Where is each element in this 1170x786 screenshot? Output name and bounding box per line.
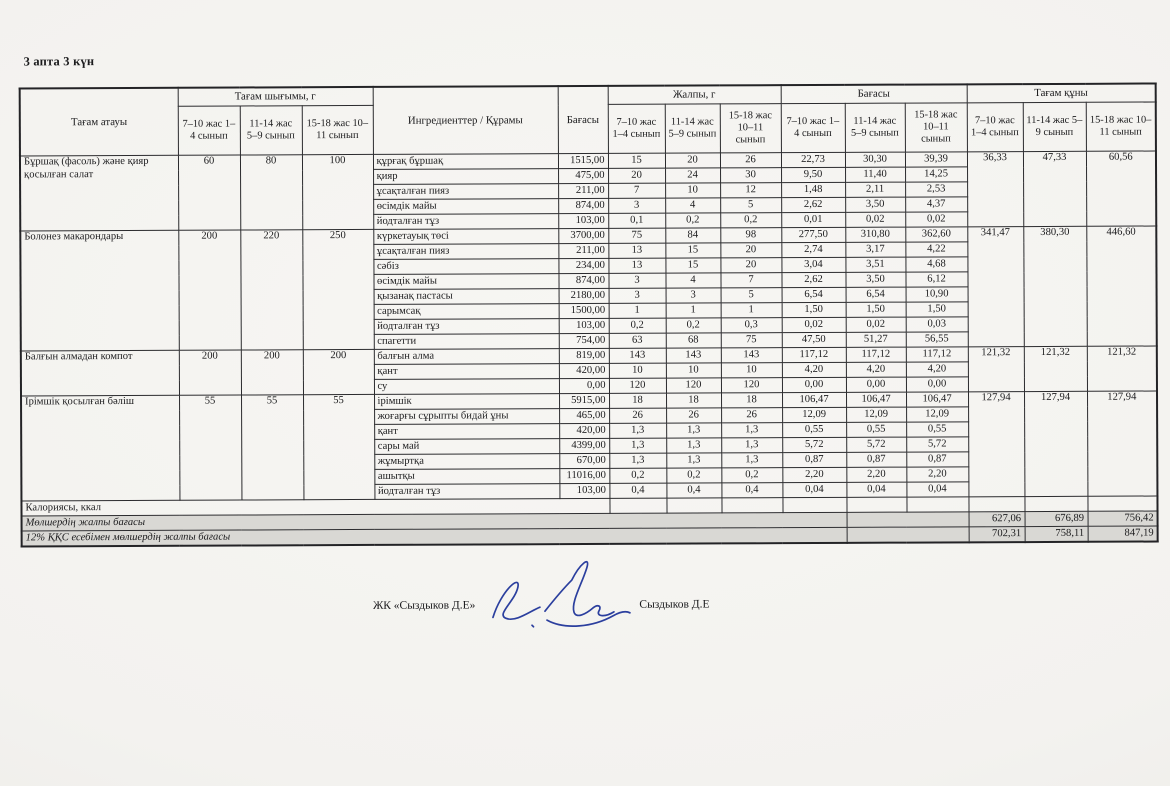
ingredient-total-cell: 143 bbox=[721, 348, 782, 363]
ingredient-price-cell: 4399,00 bbox=[559, 438, 609, 453]
ingredient-total-cell: 20 bbox=[665, 153, 720, 168]
ingredient-sum-cell: 106,47 bbox=[846, 392, 906, 407]
signature-block bbox=[373, 559, 710, 650]
dish-output-cell: 200 bbox=[179, 350, 241, 395]
ingredient-price-cell: 103,00 bbox=[559, 318, 609, 333]
page-title: 3 апта 3 күн bbox=[23, 54, 95, 69]
ingredient-price-cell: 5915,00 bbox=[559, 393, 609, 408]
ingredient-price-cell: 2180,00 bbox=[559, 288, 609, 303]
ingredient-total-cell: 3 bbox=[608, 273, 665, 288]
col-header-age-cost-2: 11-14 жас 5–9 сынып bbox=[1023, 102, 1086, 151]
ingredient-name-cell: өсімдік майы bbox=[373, 199, 558, 215]
ingredient-total-cell: 13 bbox=[608, 243, 665, 258]
ingredient-total-cell: 0,2 bbox=[720, 213, 781, 228]
dish-output-cell: 200 bbox=[241, 350, 303, 395]
ingredient-total-cell: 1 bbox=[666, 303, 721, 318]
col-header-age-output-3: 15-18 жас 10–11 сынып bbox=[302, 105, 373, 154]
ingredient-total-cell: 0,2 bbox=[665, 213, 720, 228]
ingredient-total-cell: 20 bbox=[720, 243, 781, 258]
calories-label: Калориясы, ккал bbox=[21, 498, 609, 516]
ingredient-sum-cell: 14,25 bbox=[905, 167, 967, 182]
ingredient-sum-cell: 117,12 bbox=[782, 347, 846, 362]
ingredient-total-cell: 18 bbox=[721, 393, 782, 408]
ingredient-sum-cell: 2,20 bbox=[906, 467, 968, 482]
ingredient-price-cell: 754,00 bbox=[559, 333, 609, 348]
grand-total-value-3: 756,42 bbox=[1088, 511, 1158, 526]
ingredient-total-cell: 1 bbox=[609, 303, 666, 318]
ingredient-price-cell: 3700,00 bbox=[558, 228, 608, 243]
ingredient-sum-cell: 106,47 bbox=[782, 392, 846, 407]
signature-company: ЖК «Сыздыков Д.Е» bbox=[372, 599, 476, 612]
ingredient-price-cell: 211,00 bbox=[558, 183, 608, 198]
ingredient-price-cell: 11016,00 bbox=[559, 468, 609, 483]
ingredient-sum-cell: 4,20 bbox=[782, 362, 846, 377]
ingredient-price-cell: 103,00 bbox=[559, 483, 609, 498]
ingredient-sum-cell: 0,87 bbox=[782, 452, 846, 467]
col-header-age-price-1: 7–10 жас 1–4 сынып bbox=[781, 103, 845, 152]
ingredient-sum-cell: 0,55 bbox=[906, 422, 968, 437]
ingredient-sum-cell: 117,12 bbox=[906, 347, 968, 362]
ingredient-sum-cell: 0,02 bbox=[905, 212, 967, 227]
ingredient-price-cell: 874,00 bbox=[558, 273, 608, 288]
dish-rows-body bbox=[20, 151, 1158, 501]
empty-cell bbox=[782, 497, 846, 512]
ingredient-name-cell: сары май bbox=[374, 439, 559, 455]
ingredient-total-cell: 15 bbox=[665, 243, 720, 258]
ingredient-sum-cell: 11,40 bbox=[845, 167, 905, 182]
dish-cost-cell: 127,94 bbox=[1087, 391, 1157, 496]
ingredient-total-cell: 1 bbox=[721, 303, 782, 318]
ingredient-sum-cell: 30,30 bbox=[845, 152, 905, 167]
ingredient-sum-cell: 3,50 bbox=[845, 197, 905, 212]
dish-name-cell: Болонез макарондары bbox=[20, 230, 179, 351]
ingredient-total-cell: 0,4 bbox=[609, 483, 666, 498]
ingredient-total-cell: 3 bbox=[608, 198, 665, 213]
col-header-age-total-1: 7–10 жас 1–4 сынып bbox=[608, 104, 665, 153]
ingredient-sum-cell: 47,50 bbox=[782, 332, 846, 347]
dish-output-cell: 80 bbox=[240, 155, 302, 230]
ingredient-name-cell: спагетти bbox=[374, 334, 559, 350]
ingredient-sum-cell: 2,53 bbox=[905, 182, 967, 197]
ingredient-sum-cell: 51,27 bbox=[846, 332, 906, 347]
ingredient-sum-cell: 2,20 bbox=[846, 467, 906, 482]
ingredient-total-cell: 1,3 bbox=[721, 453, 782, 468]
ingredient-name-cell: ірімшік bbox=[374, 394, 559, 410]
ingredient-total-cell: 0,1 bbox=[608, 213, 665, 228]
ingredient-total-cell: 0,2 bbox=[609, 318, 666, 333]
dish-cost-cell: 127,94 bbox=[968, 392, 1024, 497]
ingredient-name-cell: қант bbox=[374, 364, 559, 380]
ingredient-sum-cell: 362,60 bbox=[905, 227, 967, 242]
ingredient-total-cell: 5 bbox=[720, 198, 781, 213]
ingredient-total-cell: 10 bbox=[609, 363, 666, 378]
ingredient-sum-cell: 106,47 bbox=[906, 392, 968, 407]
ingredient-sum-cell: 12,09 bbox=[846, 407, 906, 422]
col-header-total-group: Жалпы, г bbox=[608, 85, 781, 104]
ingredient-total-cell: 1,3 bbox=[721, 438, 782, 453]
ingredient-total-cell: 1,3 bbox=[666, 423, 721, 438]
ingredient-sum-cell: 12,09 bbox=[782, 407, 846, 422]
col-header-age-price-2: 11-14 жас 5–9 сынып bbox=[845, 103, 905, 152]
ingredient-sum-cell: 5,72 bbox=[906, 437, 968, 452]
ingredient-total-cell: 5 bbox=[721, 288, 782, 303]
ingredient-total-cell: 26 bbox=[609, 408, 666, 423]
empty-cell bbox=[721, 498, 782, 513]
dish-output-cell: 60 bbox=[178, 155, 240, 230]
empty-cell bbox=[969, 497, 1025, 512]
ingredient-total-cell: 20 bbox=[720, 258, 781, 273]
ingredient-total-cell: 1,3 bbox=[609, 423, 666, 438]
ingredient-sum-cell: 0,02 bbox=[845, 212, 905, 227]
ingredient-total-cell: 4 bbox=[665, 198, 720, 213]
ingredient-total-cell: 120 bbox=[721, 378, 782, 393]
ingredient-name-cell: сәбіз bbox=[373, 259, 558, 275]
ingredient-total-cell: 1,3 bbox=[666, 453, 721, 468]
dish-cost-cell: 60,56 bbox=[1086, 151, 1156, 226]
ingredient-sum-cell: 1,50 bbox=[782, 302, 846, 317]
ingredient-sum-cell: 9,50 bbox=[781, 167, 845, 182]
ingredient-price-cell: 211,00 bbox=[558, 243, 608, 258]
ingredient-name-cell: жұмыртқа bbox=[374, 454, 559, 470]
ingredient-total-cell: 1,3 bbox=[609, 438, 666, 453]
grand-total-label: Мөлшердің жалпы бағасы bbox=[22, 512, 847, 531]
empty-cell bbox=[846, 497, 906, 512]
grand-total-value-1: 627,06 bbox=[969, 512, 1025, 527]
col-header-output-group: Тағам шығымы, г bbox=[178, 87, 373, 106]
ingredient-sum-cell: 3,17 bbox=[845, 242, 905, 257]
dish-output-cell: 220 bbox=[240, 230, 303, 350]
ingredient-name-cell: ұсақталған пияз bbox=[373, 184, 558, 200]
ingredient-sum-cell: 2,11 bbox=[845, 182, 905, 197]
ingredient-name-cell: ұсақталған пияз bbox=[373, 244, 558, 260]
ingredient-total-cell: 143 bbox=[666, 348, 721, 363]
empty-cell bbox=[1025, 496, 1088, 511]
dish-name-cell: Балғын алмадан компот bbox=[21, 350, 179, 396]
ingredient-total-cell: 26 bbox=[721, 408, 782, 423]
ingredient-sum-cell: 117,12 bbox=[846, 347, 906, 362]
ingredient-sum-cell: 2,62 bbox=[781, 272, 845, 287]
empty-cell bbox=[906, 497, 968, 512]
dish-output-cell: 100 bbox=[302, 154, 373, 229]
ingredient-sum-cell: 0,00 bbox=[846, 377, 906, 392]
ingredient-sum-cell: 0,55 bbox=[782, 422, 846, 437]
dish-output-cell: 55 bbox=[241, 395, 303, 500]
ingredient-total-cell: 20 bbox=[608, 168, 665, 183]
ingredient-sum-cell: 310,80 bbox=[845, 227, 905, 242]
ingredient-name-cell: өсімдік майы bbox=[373, 274, 558, 290]
empty-cell bbox=[666, 498, 721, 513]
ingredient-total-cell: 10 bbox=[721, 363, 782, 378]
ingredient-sum-cell: 3,04 bbox=[781, 257, 845, 272]
ingredient-sum-cell: 0,02 bbox=[782, 317, 846, 332]
ingredient-sum-cell: 4,20 bbox=[906, 362, 968, 377]
ingredient-sum-cell: 0,00 bbox=[906, 377, 968, 392]
ingredient-total-cell: 1,3 bbox=[721, 423, 782, 438]
menu-table bbox=[19, 83, 1159, 548]
ingredient-price-cell: 420,00 bbox=[559, 363, 609, 378]
ingredient-total-cell: 120 bbox=[666, 378, 721, 393]
ingredient-sum-cell: 56,55 bbox=[906, 332, 968, 347]
ingredient-total-cell: 68 bbox=[666, 333, 721, 348]
ingredient-name-cell: қияр bbox=[373, 169, 558, 185]
vat-total-value-3: 847,19 bbox=[1088, 526, 1158, 542]
ingredient-sum-cell: 4,68 bbox=[905, 257, 967, 272]
ingredient-name-cell: қант bbox=[374, 424, 559, 440]
ingredient-sum-cell: 4,37 bbox=[905, 197, 967, 212]
ingredient-name-cell: йодталған тұз bbox=[374, 319, 559, 335]
dish-cost-cell: 127,94 bbox=[1024, 391, 1087, 496]
dish-cost-cell: 121,32 bbox=[1024, 346, 1087, 391]
ingredient-sum-cell: 22,73 bbox=[781, 152, 845, 167]
ingredient-total-cell: 18 bbox=[609, 393, 666, 408]
ingredient-sum-cell: 0,02 bbox=[846, 317, 906, 332]
ingredient-total-cell: 143 bbox=[609, 348, 666, 363]
dish-cost-cell: 121,32 bbox=[1087, 346, 1157, 391]
ingredient-sum-cell: 277,50 bbox=[781, 227, 845, 242]
dish-cost-cell: 36,33 bbox=[967, 152, 1023, 227]
ingredient-price-cell: 0,00 bbox=[559, 378, 609, 393]
ingredient-total-cell: 24 bbox=[665, 168, 720, 183]
ingredient-sum-cell: 0,87 bbox=[846, 452, 906, 467]
ingredient-total-cell: 4 bbox=[665, 273, 720, 288]
ingredient-total-cell: 63 bbox=[609, 333, 666, 348]
ingredient-sum-cell: 2,20 bbox=[782, 467, 846, 482]
dish-cost-cell: 380,30 bbox=[1023, 226, 1087, 346]
ingredient-total-cell: 0,2 bbox=[721, 468, 782, 483]
ingredient-sum-cell: 10,90 bbox=[906, 287, 968, 302]
ingredient-price-cell: 475,00 bbox=[558, 168, 608, 183]
ingredient-price-cell: 874,00 bbox=[558, 198, 608, 213]
ingredient-sum-cell: 6,54 bbox=[782, 287, 846, 302]
ingredient-total-cell: 75 bbox=[721, 333, 782, 348]
ingredient-total-cell: 1,3 bbox=[609, 453, 666, 468]
ingredient-total-cell: 15 bbox=[608, 153, 665, 168]
ingredient-name-cell: су bbox=[374, 379, 559, 395]
ingredient-sum-cell: 2,74 bbox=[781, 242, 845, 257]
ingredient-total-cell: 10 bbox=[665, 183, 720, 198]
ingredient-total-cell: 1,3 bbox=[666, 438, 721, 453]
ingredient-total-cell: 12 bbox=[720, 183, 781, 198]
ingredient-total-cell: 0,2 bbox=[666, 318, 721, 333]
col-header-cost-group: Тағам құны bbox=[967, 84, 1156, 103]
grand-total-value-2: 676,89 bbox=[1025, 511, 1088, 526]
vat-total-label: 12% ҚҚС есебімен мөлшердің жалпы бағасы bbox=[22, 527, 847, 546]
ingredient-name-cell: балғын алма bbox=[374, 349, 559, 365]
ingredient-sum-cell: 1,48 bbox=[781, 182, 845, 197]
signature-name: Сыздыков Д.Е bbox=[639, 598, 710, 611]
col-header-dish-name: Тағам атауы bbox=[20, 88, 178, 156]
ingredient-sum-cell: 0,04 bbox=[782, 482, 846, 497]
ingredient-name-cell: қызанақ пастасы bbox=[374, 289, 559, 305]
ingredient-sum-cell: 0,03 bbox=[906, 317, 968, 332]
ingredient-price-cell: 670,00 bbox=[559, 453, 609, 468]
ingredient-sum-cell: 5,72 bbox=[846, 437, 906, 452]
col-header-age-cost-3: 15-18 жас 10–11 сынып bbox=[1086, 102, 1156, 151]
dish-output-cell: 200 bbox=[178, 230, 241, 350]
ingredient-total-cell: 84 bbox=[665, 228, 720, 243]
dish-name-cell: Ірімшік қосылған бәліш bbox=[21, 395, 179, 501]
empty-cell bbox=[847, 512, 969, 528]
ingredient-price-cell: 1500,00 bbox=[559, 303, 609, 318]
ingredient-total-cell: 18 bbox=[666, 393, 721, 408]
ingredient-price-cell: 819,00 bbox=[559, 348, 609, 363]
ingredient-sum-cell: 1,50 bbox=[846, 302, 906, 317]
ingredient-total-cell: 75 bbox=[608, 228, 665, 243]
ingredient-sum-cell: 6,12 bbox=[905, 272, 967, 287]
ingredient-price-cell: 103,00 bbox=[558, 213, 608, 228]
dish-cost-cell: 121,32 bbox=[968, 347, 1024, 392]
ingredient-name-cell: құрғақ бұршақ bbox=[373, 154, 558, 170]
dish-output-cell: 55 bbox=[303, 394, 374, 499]
col-header-ingredients: Ингредиенттер / Құрамы bbox=[373, 86, 558, 154]
empty-cell bbox=[1088, 496, 1158, 511]
col-header-age-output-2: 11-14 жас 5–9 сынып bbox=[240, 106, 302, 155]
ingredient-sum-cell: 0,00 bbox=[782, 377, 846, 392]
ingredient-total-cell: 0,4 bbox=[721, 483, 782, 498]
col-header-age-output-1: 7–10 жас 1–4 сынып bbox=[178, 106, 240, 155]
ingredient-sum-cell: 3,50 bbox=[845, 272, 905, 287]
ingredient-name-cell: сарымсақ bbox=[374, 304, 559, 320]
ingredient-sum-cell: 2,62 bbox=[781, 197, 845, 212]
ingredient-sum-cell: 0,55 bbox=[846, 422, 906, 437]
ingredient-price-cell: 234,00 bbox=[558, 258, 608, 273]
dish-output-cell: 200 bbox=[303, 349, 374, 394]
empty-cell bbox=[609, 498, 666, 513]
ingredient-total-cell: 0,2 bbox=[666, 468, 721, 483]
ingredient-total-cell: 10 bbox=[666, 363, 721, 378]
col-header-age-cost-1: 7–10 жас 1–4 сынып bbox=[967, 103, 1023, 152]
ingredient-total-cell: 7 bbox=[608, 183, 665, 198]
ingredient-total-cell: 3 bbox=[666, 288, 721, 303]
ingredient-price-cell: 420,00 bbox=[559, 423, 609, 438]
ingredient-sum-cell: 0,04 bbox=[846, 482, 906, 497]
ingredient-sum-cell: 1,50 bbox=[906, 302, 968, 317]
ingredient-sum-cell: 4,20 bbox=[846, 362, 906, 377]
dish-output-cell: 55 bbox=[179, 395, 241, 500]
signature-icon bbox=[485, 557, 635, 646]
ingredient-name-cell: ашытқы bbox=[374, 469, 559, 485]
empty-cell bbox=[847, 527, 969, 543]
ingredient-total-cell: 98 bbox=[720, 228, 781, 243]
vat-total-value-2: 758,11 bbox=[1025, 526, 1088, 542]
ingredient-total-cell: 7 bbox=[720, 273, 781, 288]
ingredient-sum-cell: 39,39 bbox=[905, 152, 967, 167]
ingredient-sum-cell: 0,87 bbox=[906, 452, 968, 467]
ingredient-price-cell: 1515,00 bbox=[558, 153, 608, 168]
ingredient-sum-cell: 12,09 bbox=[906, 407, 968, 422]
col-header-price: Бағасы bbox=[558, 86, 608, 154]
ingredient-name-cell: жоғарғы сұрыпты бидай ұны bbox=[374, 409, 559, 425]
ingredient-name-cell: йодталған тұз bbox=[374, 484, 559, 500]
ingredient-sum-cell: 4,22 bbox=[905, 242, 967, 257]
ingredient-sum-cell: 3,51 bbox=[845, 257, 905, 272]
ingredient-total-cell: 30 bbox=[720, 168, 781, 183]
dish-name-cell: Бұршақ (фасоль) және қияр қосылған салат bbox=[20, 155, 178, 231]
ingredient-name-cell: йодталған тұз bbox=[373, 214, 558, 230]
dish-cost-cell: 446,60 bbox=[1086, 226, 1157, 346]
dish-cost-cell: 47,33 bbox=[1023, 151, 1086, 226]
ingredient-sum-cell: 5,72 bbox=[782, 437, 846, 452]
ingredient-sum-cell: 0,04 bbox=[906, 482, 968, 497]
col-header-age-price-3: 15-18 жас 10–11 сынып bbox=[905, 103, 967, 152]
ingredient-price-cell: 465,00 bbox=[559, 408, 609, 423]
ingredient-total-cell: 0,3 bbox=[721, 318, 782, 333]
dish-cost-cell: 341,47 bbox=[967, 227, 1024, 347]
table-header bbox=[20, 84, 1156, 156]
ingredient-total-cell: 0,2 bbox=[609, 468, 666, 483]
ingredient-total-cell: 3 bbox=[609, 288, 666, 303]
ingredient-total-cell: 13 bbox=[608, 258, 665, 273]
col-header-price-group: Бағасы bbox=[781, 84, 967, 103]
table-footer-body bbox=[21, 496, 1157, 546]
ingredient-total-cell: 15 bbox=[665, 258, 720, 273]
ingredient-total-cell: 120 bbox=[609, 378, 666, 393]
ingredient-total-cell: 0,4 bbox=[666, 483, 721, 498]
ingredient-total-cell: 26 bbox=[666, 408, 721, 423]
col-header-age-total-3: 15-18 жас 10–11 сынып bbox=[720, 104, 781, 153]
vat-total-value-1: 702,31 bbox=[969, 527, 1025, 543]
col-header-age-total-2: 11-14 жас 5–9 сынып bbox=[665, 104, 720, 153]
ingredient-sum-cell: 0,01 bbox=[781, 212, 845, 227]
dish-output-cell: 250 bbox=[302, 229, 374, 349]
ingredient-total-cell: 26 bbox=[720, 153, 781, 168]
ingredient-name-cell: күркетауық төсі bbox=[373, 229, 558, 245]
ingredient-sum-cell: 6,54 bbox=[846, 287, 906, 302]
